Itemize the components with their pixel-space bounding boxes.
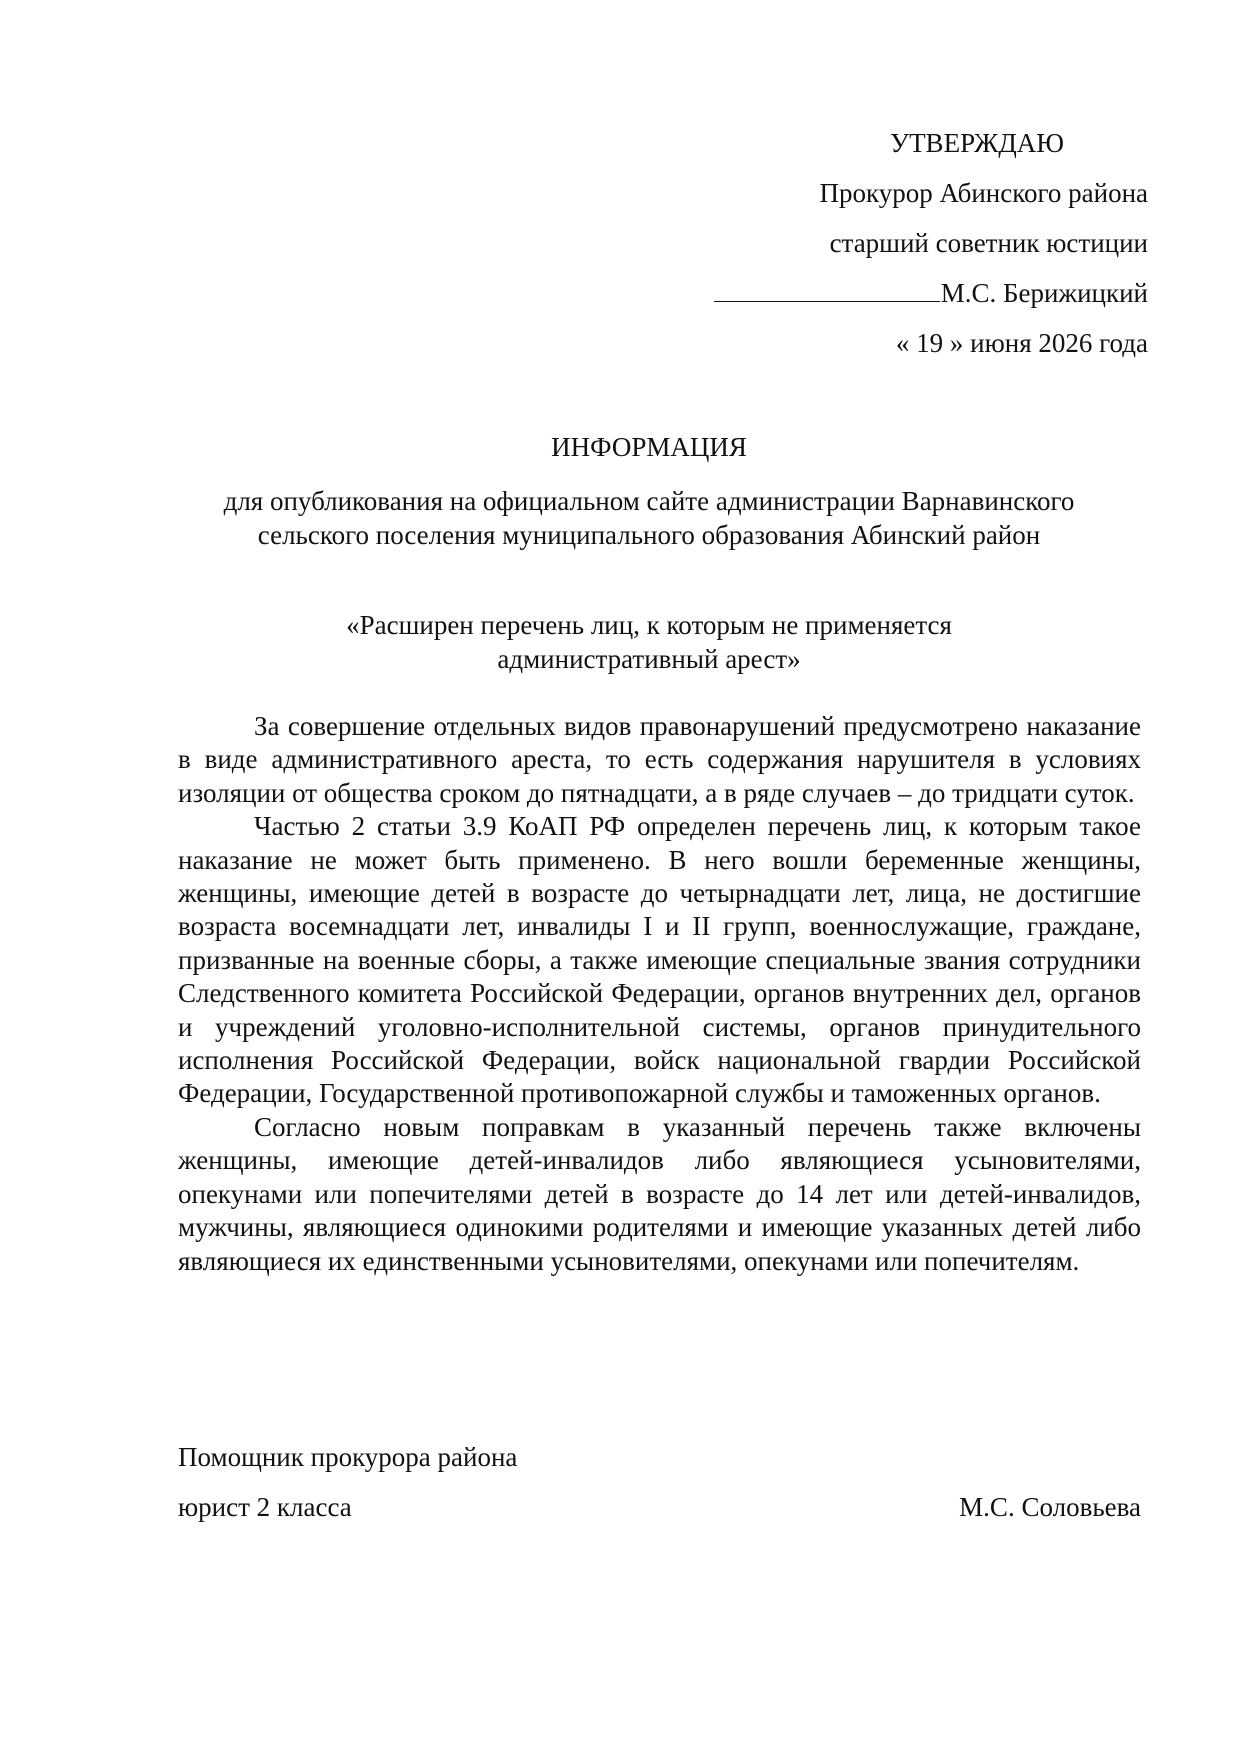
approver-signature-row (714, 268, 1148, 318)
document-body (178, 710, 1141, 1278)
approval-date: « 19 » июня 2026 года (895, 328, 1148, 358)
document-purpose: для опубликования на официальном сайте администрации Варнавинского сельского поселения муниципального образования Абинский район (223, 486, 1075, 550)
approval-title: УТВЕРЖДАЮ (889, 128, 1064, 158)
signoff-position: Помощник прокурора района (178, 1442, 518, 1472)
body-paragraph-2: Частью 2 статьи 3.9 КоАП РФ определен перечень лиц, к которым такое наказание не может быть применено. В него вошли беременные женщины, женщины, имеющие детей в возрасте до четырнадцати лет, лица, не достигшие возраста восемнадцати лет, инвалиды I и II групп, военнослужащие, граждане, призванные на военные сборы, а также имеющие специальные звания сотрудники Следственного комитета Российской Федерации, органов внутренних дел, органов и учреждений уголовно-исполнительной системы, органов принудительного исполнения Российской Федерации, войск национальной гвардии Российской Федерации, Государственной противопожарной службы и таможенных органов. (178, 811, 1141, 1109)
signoff-rank: юрист 2 класса (178, 1492, 352, 1522)
signoff-block (178, 1432, 1141, 1532)
document-type: ИНФОРМАЦИЯ (551, 432, 747, 462)
body-paragraph-1: За совершение отдельных видов правонарушений предусмотрено наказание в виде административного ареста, то есть содержания нарушителя в условиях изоляции от общества сроком до пятнадцати, а в ряде случаев – до тридцати суток. (178, 711, 1141, 808)
signoff-name: М.С. Соловьева (959, 1492, 1141, 1522)
approver-position: Прокурор Абинского района (819, 178, 1148, 208)
signature-line (714, 279, 940, 302)
approval-block (714, 118, 1148, 368)
approver-rank: старший советник юстиции (829, 228, 1148, 258)
body-paragraph-3: Согласно новым поправкам в указанный перечень также включены женщины, имеющие детей-инвалидов либо являющиеся усыновителями, опекунами или попечителями детей в возрасте до 14 лет или детей-инвалидов, мужчины, являющиеся одинокими родителями и имеющие указанных детей либо являющиеся их единственными усыновителями, опекунами или попечителям. (178, 1111, 1141, 1276)
signoff-row (178, 1482, 1141, 1532)
approver-name: М.С. Берижицкий (940, 278, 1148, 308)
article-title-line-1: «Расширен перечень лиц, к которым не применяется (346, 610, 952, 640)
article-title (178, 608, 1120, 676)
article-title-line-2: административный арест» (497, 644, 801, 674)
